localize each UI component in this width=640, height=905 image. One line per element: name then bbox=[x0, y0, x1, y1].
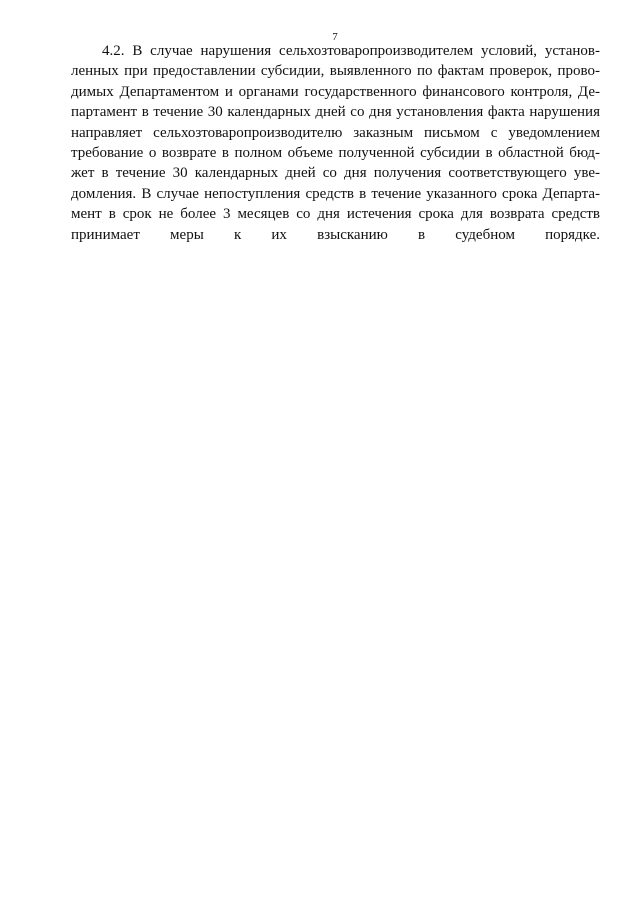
paragraph-line: 4.2. В случае нарушения сельхозтоваропроизводителем условий, установ- bbox=[102, 43, 600, 59]
paragraph-line: жет в течение 30 календарных дней со дня получения соответствующего уве- bbox=[71, 165, 600, 182]
paragraph-line: домления. В случае непоступления средств в течение указанного срока Департа- bbox=[71, 185, 600, 202]
paragraph-line: ленных при предоставлении субсидии, выявленного по фактам проверок, прово- bbox=[71, 63, 600, 80]
paragraph-line: требование о возврате в полном объеме полученной субсидии в областной бюд- bbox=[71, 144, 600, 161]
paragraph-line: димых Департаментом и органами государственного финансового контроля, Де- bbox=[71, 83, 600, 100]
paragraph-line: принимает меры к их взысканию в судебном порядке. bbox=[71, 226, 600, 243]
page-number: 7 bbox=[332, 31, 338, 43]
paragraph-line: мент в срок не более 3 месяцев со дня истечения срока для возврата средств bbox=[71, 206, 600, 223]
paragraph-4-2 bbox=[71, 41, 600, 245]
paragraph-line: направляет сельхозтоваропроизводителю заказным письмом с уведомлением bbox=[71, 124, 600, 141]
paragraph-line: партамент в течение 30 календарных дней со дня установления факта нарушения bbox=[71, 104, 600, 121]
